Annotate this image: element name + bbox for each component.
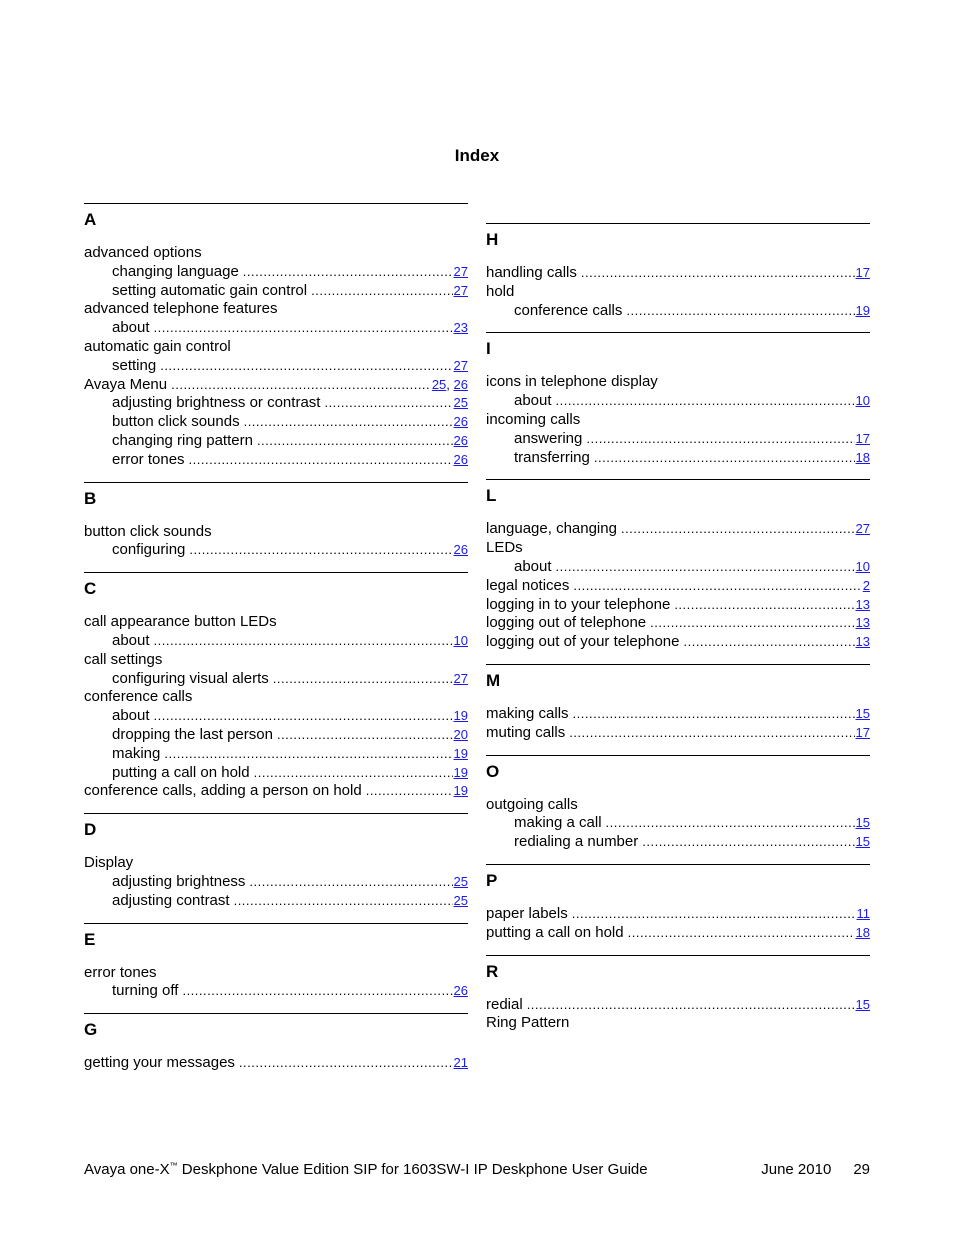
index-section-a <box>84 203 468 482</box>
entry-label: configuring visual alerts <box>112 669 269 687</box>
page-refs <box>856 520 870 539</box>
index-subentry <box>84 451 468 470</box>
index-entry <box>486 283 870 302</box>
index-entry <box>84 376 468 395</box>
page-link[interactable]: 25 <box>431 376 447 392</box>
index-subentry <box>84 764 468 783</box>
page-link[interactable]: 26 <box>453 414 468 430</box>
section-entries <box>84 599 468 813</box>
index-entry <box>84 688 468 707</box>
entry-label: setting <box>112 356 157 374</box>
dot-leader <box>249 873 452 892</box>
entry-label: call appearance button LEDs <box>84 613 277 631</box>
entry-label: button click sounds <box>84 522 212 540</box>
index-subentry <box>486 558 870 577</box>
page-link[interactable]: 26 <box>453 983 468 999</box>
page-refs <box>454 782 468 801</box>
entry-label: LEDs <box>486 539 523 557</box>
page-link[interactable]: 15 <box>855 705 870 721</box>
trademark-symbol: ™ <box>169 1161 178 1170</box>
entry-label: paper labels <box>486 904 568 922</box>
index-entry <box>84 613 468 632</box>
index-entry <box>486 724 870 743</box>
entry-label: getting your messages <box>84 1054 235 1072</box>
page-link[interactable]: 21 <box>453 1055 468 1071</box>
entry-label: language, changing <box>486 520 617 538</box>
entry-label: conference calls, adding a person on hold <box>84 782 362 800</box>
page-link[interactable]: 19 <box>453 764 468 780</box>
page-link[interactable]: 15 <box>855 815 870 831</box>
page-link[interactable]: 23 <box>453 320 468 336</box>
index-column-right <box>486 223 870 1045</box>
dot-leader <box>569 724 854 743</box>
page-link[interactable]: 13 <box>855 634 870 650</box>
dot-leader <box>171 376 431 395</box>
entry-label: incoming calls <box>486 410 581 428</box>
footer-guide-title: Deskphone Value Edition SIP for 1603SW-I IP Deskphone User Guide <box>177 1161 648 1178</box>
page-link[interactable]: 15 <box>855 834 870 850</box>
page-link[interactable]: 27 <box>453 670 468 686</box>
page-refs <box>856 833 870 852</box>
section-letter: P <box>486 870 498 890</box>
index-section-m <box>486 664 870 755</box>
entry-label: outgoing calls <box>486 795 578 813</box>
page-refs <box>856 614 870 633</box>
index-entry <box>84 782 468 801</box>
entry-label: muting calls <box>486 723 566 741</box>
page-ref-separator: , <box>446 376 454 392</box>
entry-label: error tones <box>112 450 185 468</box>
entry-label: answering <box>514 429 583 447</box>
dot-leader <box>572 905 856 924</box>
dot-leader <box>311 282 452 301</box>
page-refs <box>454 726 468 745</box>
section-letter: C <box>84 579 97 599</box>
dot-leader <box>573 577 861 596</box>
entry-label: changing language <box>112 262 239 280</box>
entry-label: redial <box>486 995 523 1013</box>
index-entry <box>486 577 870 596</box>
index-entry <box>486 905 870 924</box>
page-link[interactable]: 25 <box>453 892 468 908</box>
index-subentry <box>84 670 468 689</box>
page-title: Index <box>454 146 500 165</box>
page-link[interactable]: 27 <box>453 282 468 298</box>
index-column-left <box>84 203 468 1085</box>
index-entry <box>486 633 870 652</box>
entry-label: making a call <box>514 814 602 832</box>
index-subentry <box>486 392 870 411</box>
page-link[interactable]: 11 <box>856 905 870 921</box>
entry-label: about <box>112 707 150 725</box>
section-entries <box>84 840 468 922</box>
page-refs <box>856 924 870 943</box>
index-section-p <box>486 864 870 955</box>
entry-label: call settings <box>84 650 163 668</box>
page-refs <box>454 432 468 451</box>
dot-leader <box>642 833 854 852</box>
page-refs <box>454 357 468 376</box>
index-entry <box>84 1054 468 1073</box>
index-section-b <box>84 482 468 573</box>
index-entry <box>84 964 468 983</box>
entry-label: conference calls <box>84 688 193 706</box>
entry-label: error tones <box>84 963 157 981</box>
page-link[interactable]: 13 <box>855 615 870 631</box>
page-refs <box>454 319 468 338</box>
page-link[interactable]: 20 <box>453 726 468 742</box>
dot-leader <box>586 430 854 449</box>
entry-label: handling calls <box>486 264 577 281</box>
page-refs <box>863 577 870 596</box>
index-subentry <box>84 707 468 726</box>
page-refs <box>454 764 468 783</box>
entry-label: dropping the last person <box>112 725 273 743</box>
page-refs <box>454 413 468 432</box>
section-entries <box>486 982 870 1046</box>
index-subentry <box>84 873 468 892</box>
index-section-i <box>486 332 870 479</box>
section-letter: A <box>84 210 97 229</box>
footer-date: June 2010 <box>761 1161 832 1178</box>
entry-label: adjusting brightness <box>112 872 246 890</box>
page-refs <box>454 632 468 651</box>
entry-label: icons in telephone display <box>486 373 658 391</box>
dot-leader <box>573 705 855 724</box>
dot-leader <box>243 263 453 282</box>
page-link[interactable]: 17 <box>855 430 870 446</box>
page-refs <box>454 892 468 911</box>
entry-label: turning off <box>112 982 179 1000</box>
page-refs <box>856 430 870 449</box>
entry-label: putting a call on hold <box>486 923 624 941</box>
index-subentry <box>84 282 468 301</box>
index-section-l <box>486 479 870 664</box>
page-refs <box>454 541 468 560</box>
section-entries <box>486 691 870 755</box>
footer-doc-title <box>84 1161 648 1178</box>
page-refs <box>454 873 468 892</box>
index-subentry <box>84 432 468 451</box>
footer-brand: Avaya one-X <box>84 1161 170 1178</box>
dot-leader <box>683 633 854 652</box>
index-entry <box>486 705 870 724</box>
page-refs <box>856 705 870 724</box>
index-entry <box>486 996 870 1015</box>
entry-label: about <box>514 392 552 410</box>
page-refs <box>454 707 468 726</box>
dot-leader <box>273 670 453 689</box>
dot-leader <box>556 392 855 411</box>
section-letter: R <box>486 961 499 981</box>
index-entry <box>486 796 870 815</box>
index-entry <box>486 924 870 943</box>
page-refs <box>454 1054 468 1073</box>
index-entry <box>84 651 468 670</box>
index-section-c <box>84 572 468 813</box>
section-entries <box>486 891 870 955</box>
entry-label: Avaya Menu <box>84 375 168 393</box>
section-letter: M <box>486 670 501 690</box>
entry-label: about <box>514 557 552 575</box>
page-link[interactable]: 15 <box>855 996 870 1012</box>
page-link[interactable]: 25 <box>453 873 468 889</box>
index-entry <box>84 300 468 319</box>
dot-leader <box>154 319 453 338</box>
page-refs <box>856 392 870 411</box>
index-entry <box>486 411 870 430</box>
index-subentry <box>84 632 468 651</box>
index-entry <box>486 614 870 633</box>
entry-label: changing ring pattern <box>112 431 253 449</box>
page-link[interactable]: 10 <box>453 632 468 648</box>
index-section-e <box>84 923 468 1014</box>
entry-label: advanced telephone features <box>84 300 278 318</box>
section-entries <box>486 359 870 479</box>
index-entry <box>486 520 870 539</box>
index-subentry <box>486 430 870 449</box>
section-entries <box>486 506 870 664</box>
dot-leader <box>189 541 452 560</box>
entry-label: redialing a number <box>514 833 639 851</box>
section-letter: E <box>84 929 96 949</box>
page-link[interactable]: 27 <box>855 521 870 537</box>
index-subentry <box>84 982 468 1001</box>
footer-meta <box>761 1161 870 1178</box>
section-letter: G <box>84 1020 98 1040</box>
dot-leader <box>626 302 854 321</box>
section-letter: D <box>84 820 97 840</box>
entry-label: adjusting brightness or contrast <box>112 394 321 412</box>
page-link[interactable]: 26 <box>453 432 468 448</box>
index-entry <box>486 1014 870 1033</box>
dot-leader <box>182 982 452 1001</box>
page-link[interactable]: 26 <box>453 376 468 392</box>
dot-leader <box>234 892 453 911</box>
index-section-h <box>486 223 870 332</box>
page-refs <box>857 905 871 924</box>
dot-leader <box>239 1054 453 1073</box>
entry-label: transferring <box>514 448 590 466</box>
page-refs <box>856 724 870 743</box>
dot-leader <box>650 614 854 633</box>
page-refs <box>454 394 468 413</box>
page-link[interactable]: 17 <box>855 265 870 280</box>
index-section-o <box>486 755 870 864</box>
page-link[interactable]: 25 <box>453 395 468 411</box>
dot-leader <box>527 996 855 1015</box>
index-subentry <box>486 833 870 852</box>
dot-leader <box>254 764 453 783</box>
page-refs <box>454 451 468 470</box>
page-link[interactable]: 26 <box>453 542 468 558</box>
page-link[interactable]: 18 <box>855 449 870 465</box>
index-entry <box>84 523 468 542</box>
section-entries <box>84 509 468 573</box>
page-link[interactable]: 19 <box>453 745 468 761</box>
dot-leader <box>621 520 855 539</box>
index-entry <box>486 373 870 392</box>
entry-label: making calls <box>486 704 569 722</box>
entry-label: about <box>112 631 150 649</box>
page-refs <box>856 814 870 833</box>
index-section-g <box>84 1013 468 1085</box>
index-subentry <box>84 541 468 560</box>
page-refs <box>454 670 468 689</box>
page-link[interactable]: 19 <box>453 708 468 724</box>
page-refs <box>856 558 870 577</box>
page-link[interactable]: 26 <box>453 451 468 467</box>
page-link[interactable]: 19 <box>855 302 870 318</box>
page-refs <box>856 633 870 652</box>
entry-label: logging in to your telephone <box>486 595 671 613</box>
page-refs <box>454 982 468 1001</box>
dot-leader <box>277 726 453 745</box>
entry-label: logging out of your telephone <box>486 633 680 651</box>
page-refs <box>454 745 468 764</box>
entry-label: hold <box>486 282 515 300</box>
page-refs <box>856 596 870 615</box>
entry-label: making <box>112 744 161 762</box>
index-entry <box>84 338 468 357</box>
page-refs <box>856 302 870 321</box>
page-refs <box>454 263 468 282</box>
section-entries <box>84 1040 468 1085</box>
index-subentry <box>84 357 468 376</box>
section-letter: B <box>84 488 97 508</box>
entry-label: logging out of telephone <box>486 614 647 632</box>
page-number: 29 <box>853 1161 870 1178</box>
index-entry <box>84 854 468 873</box>
dot-leader <box>324 394 452 413</box>
page-link[interactable]: 10 <box>855 558 870 574</box>
entry-label: configuring <box>112 541 186 559</box>
section-letter: L <box>486 486 497 506</box>
index-subentry <box>84 394 468 413</box>
index-subentry <box>486 302 870 321</box>
index-subentry <box>84 319 468 338</box>
entry-label: setting automatic gain control <box>112 281 308 299</box>
dot-leader <box>257 432 453 451</box>
dot-leader <box>160 357 452 376</box>
dot-leader <box>594 449 855 468</box>
index-section-r <box>486 955 870 1046</box>
entry-label: conference calls <box>514 301 623 319</box>
section-entries <box>486 250 870 332</box>
entry-label: button click sounds <box>112 413 240 431</box>
page-refs <box>432 376 468 395</box>
dot-leader <box>556 558 855 577</box>
index-entry <box>486 539 870 558</box>
index-subentry <box>84 892 468 911</box>
index-entry <box>486 596 870 615</box>
dot-leader <box>628 924 855 943</box>
index-subentry <box>84 263 468 282</box>
section-entries <box>84 950 468 1014</box>
dot-leader <box>674 596 854 615</box>
page-link[interactable]: 27 <box>453 357 468 373</box>
page-refs <box>856 449 870 468</box>
entry-label: advanced options <box>84 244 202 261</box>
dot-leader <box>154 707 453 726</box>
section-letter: I <box>486 339 491 359</box>
section-entries <box>84 230 468 482</box>
index-entry <box>486 264 870 283</box>
dot-leader <box>244 413 453 432</box>
dot-leader <box>189 451 453 470</box>
page-refs <box>856 996 870 1015</box>
entry-label: legal notices <box>486 576 570 594</box>
entry-label: Ring Pattern <box>486 1014 570 1032</box>
page-link[interactable]: 10 <box>855 393 870 409</box>
page-refs <box>454 282 468 301</box>
section-letter: O <box>486 761 500 781</box>
page-link[interactable]: 19 <box>453 783 468 799</box>
index-entry <box>84 244 468 263</box>
page-link[interactable]: 17 <box>855 724 870 740</box>
index-subentry <box>486 814 870 833</box>
entry-label: automatic gain control <box>84 337 231 355</box>
page-footer <box>84 1161 870 1178</box>
dot-leader <box>154 632 453 651</box>
entry-label: adjusting contrast <box>112 891 230 909</box>
entry-label: about <box>112 319 150 337</box>
section-letter: H <box>486 230 499 249</box>
dot-leader <box>606 814 855 833</box>
index-subentry <box>84 413 468 432</box>
entry-label: putting a call on hold <box>112 763 250 781</box>
page-link[interactable]: 27 <box>453 263 468 279</box>
index-subentry <box>84 726 468 745</box>
section-entries <box>486 782 870 864</box>
page-link[interactable]: 2 <box>862 577 870 593</box>
index-subentry <box>486 449 870 468</box>
dot-leader <box>581 264 855 283</box>
dot-leader <box>366 782 453 801</box>
page-refs <box>856 264 870 283</box>
entry-label: Display <box>84 854 134 872</box>
dot-leader <box>164 745 452 764</box>
index-subentry <box>84 745 468 764</box>
index-section-d <box>84 813 468 922</box>
page-link[interactable]: 13 <box>855 596 870 612</box>
page-link[interactable]: 18 <box>855 924 870 940</box>
